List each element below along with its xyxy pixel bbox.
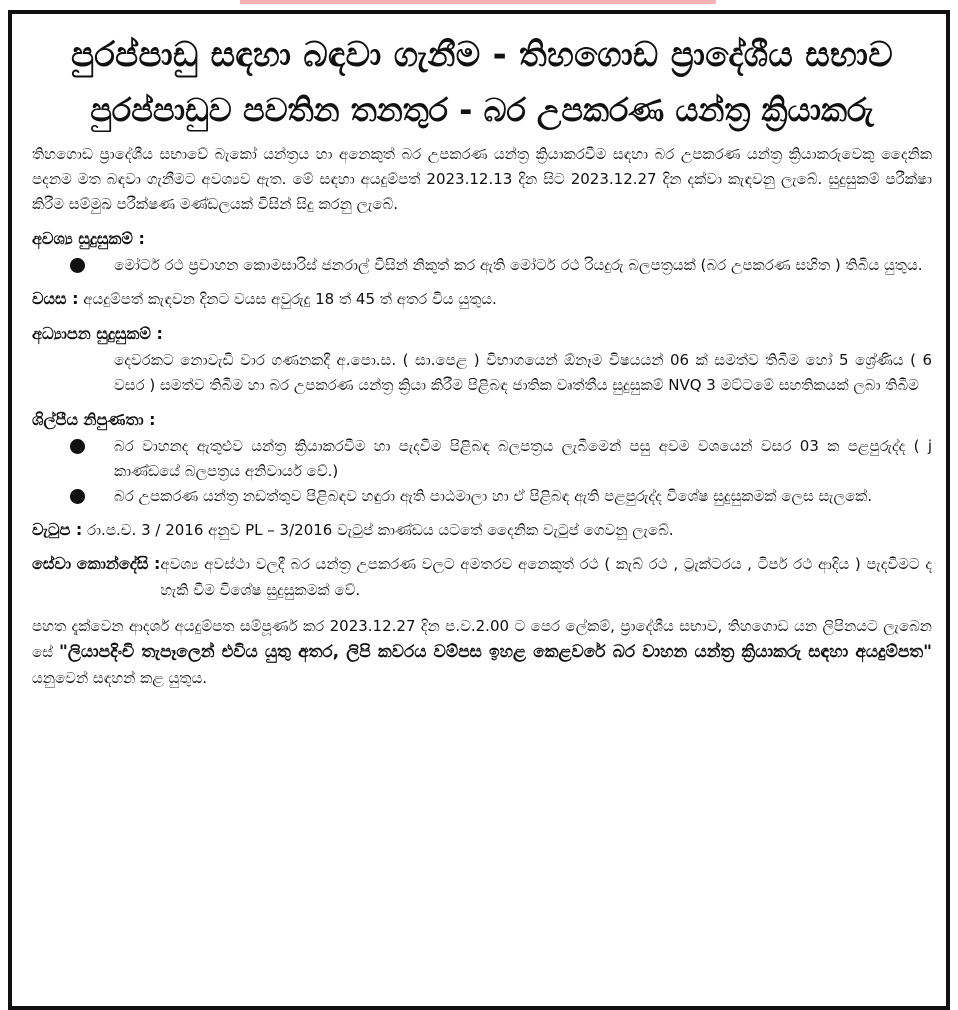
salary-label: වැටුප :: [32, 520, 83, 539]
bullet-icon: [70, 439, 85, 454]
list-item: [32, 253, 932, 278]
service-conditions-text: අවශ්‍ය අවස්ථා වලදී බර යන්ත්‍ර උපකරණ වලට අමතරව අනෙකුත් රථ ( කැබ් රථ , ට්‍රැක්ටරය , ටිපර් රථ ආදිය ) පැදවීමට ද හැකි වීම විශේෂ සුදුසුකමක් වේ.: [160, 555, 932, 599]
list-item: [32, 434, 932, 484]
list-item-text: බර උපකරණ යන්ත්‍ර නඩත්තුව පිළිබඳව හඳුරා ඇති පාඨමාලා හා ඒ පිළිබඳ ඇති පළපුරුද්ද විශේෂ සුදුසුකමක් ලෙස සැලකේ.: [114, 487, 873, 505]
list-item-text: බර වාහනද ඇතුළුව යන්ත්‍ර ක්‍රියාකරවීම හා පැදවීම පිළිබඳ බලපත්‍රය ලැබීමෙන් පසු අවම වශයෙන් වසර 03 ක පළපුරුද්ද ( j කාණ්ඩයේ බලපත්‍රය අනිවාර්ය වේ.): [114, 437, 932, 480]
closing-emphasis: "ලියාපදිංචි තැපෑලෙන් එවිය යුතු අතර, ලිපි කවරය වම්පස ඉහළ කෙළවරේ බර වාහන යන්ත්‍ර ක්‍රියාකරු සඳහා අයදුම්පත": [59, 642, 932, 662]
required-qualifications-list: [32, 253, 932, 278]
notice-frame: [8, 10, 950, 1010]
notice-subtitle: පුරප්පාඩුව පවතින තනතුර - බර උපකරණ යන්ත්‍ර ක්‍රියාකරු: [90, 91, 874, 129]
required-qualifications-heading: අවශ්‍ය සුදුසුකම් :: [32, 229, 145, 248]
age-text: අයදුම්පත් කැඳවන දිනට වයස අවුරුදු 18 ත් 45 ත් අතර විය යුතුය.: [83, 290, 497, 308]
service-conditions-label: සේවා කොන්දේසි :: [32, 554, 161, 573]
skills-list: [32, 434, 932, 509]
notice-title: පුරප්පාඩු සඳහා බඳවා ගැනීම - තිහගොඩ ප්‍රාදේශීය සභාව: [71, 35, 893, 75]
closing-text-start: පහත දැක්වෙන ආදර්ශ අයදුම්පත සම්පූර්ණ කර 2023.12.27 දින ප.ව.2.00 ට පෙර ලේකම්, ප්‍රාදේශීය සභාව, තිහගොඩ යන ලිපිනයට ලැබෙන සේ: [32, 617, 932, 661]
age-row: [32, 286, 932, 312]
salary-text: රා.ප.ච. 3 / 2016 අනුව PL – 3/2016 වැටුප් කාණ්ඩය යටතේ දෛනික වැටුප් ගෙවනු ලැබේ.: [87, 521, 674, 539]
salary-row: [32, 517, 932, 543]
bullet-icon: [70, 258, 85, 273]
education-heading: අධ්‍යාපන සුදුසුකම් :: [32, 324, 163, 343]
notice-body: [32, 26, 932, 691]
service-conditions-row: [32, 551, 932, 603]
list-item-text: මෝටර් රථ ප්‍රවාහන කොමසාරිස් ජනරාල් විසින් නිකුත් කර ඇති මෝටර් රථ රියදුරු බලපත්‍රයක් (බර උපකරණ සහිත ) තිබිය යුතුය.: [114, 256, 923, 274]
closing-text-end: යනුවෙන් සඳහන් කළ යුතුය.: [32, 669, 208, 687]
closing-paragraph: [32, 613, 932, 691]
intro-paragraph: තිහගොඩ ප්‍රාදේශීය සභාවේ බැකෝ යන්ත්‍රය හා අනෙකුත් බර උපකරණ යන්ත්‍ර ක්‍රියාකරවීම සඳහා බර උපකරණ යන්ත්‍ර ක්‍රියාකරුවෙකු දෛනික පදනම මත බඳවා ගැනීමට අවශ්‍යව ඇත. මේ සඳහා අයදුම්පත් 2023.12.13 දින සිට 2023.12.27 දින දක්වා කැඳවනු ලැබේ. සුදුසුකම් පරීක්ෂා කිරීම සම්මුඛ පරීක්ෂණ මණ්ඩලයක් විසින් සිදු කරනු ලැබේ.: [32, 145, 932, 213]
bullet-icon: [70, 489, 85, 504]
education-text: දෙවරකට නොවැඩි වාර ගණනකදී අ.පො.ස. ( සා.පෙළ ) විභාගයෙන් ඕනෑම විෂයයන් 06 ක් සමත්ව තිබීම හෝ 5 ශ්‍රේණිය ( 6 වසර ) සමත්ව තිබීම හා බර උපකරණ යන්ත්‍ර ක්‍රියා කිරීම පිළිබඳ ජාතික වෘත්තීය සුදුසුකම් NVQ 3 මට්ටමේ සහතිකයක් ලබා තිබීම: [114, 351, 932, 394]
age-label: වයස :: [32, 289, 79, 308]
list-item: [32, 484, 932, 509]
skills-heading: ශිල්පීය නිපුණතා :: [32, 410, 156, 429]
top-accent-bar: [240, 0, 716, 4]
